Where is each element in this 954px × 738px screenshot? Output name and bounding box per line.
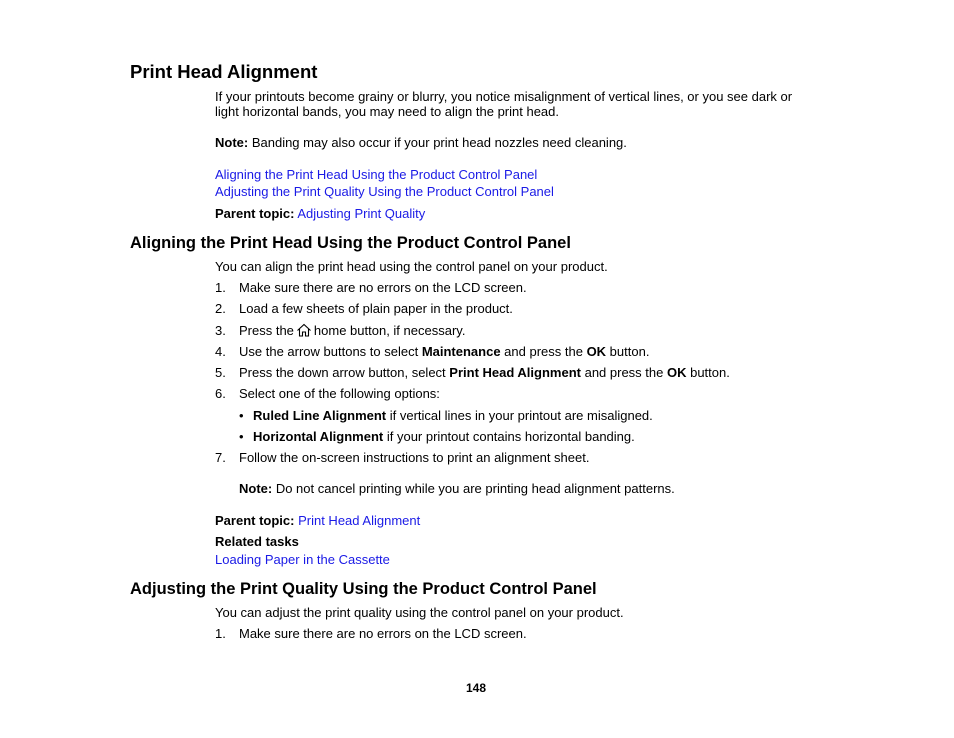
intro-line-2: light horizontal bands, you may need to align the print head. (215, 104, 560, 119)
step-number: 6. (215, 386, 226, 401)
step-text: Make sure there are no errors on the LCD screen. (239, 280, 527, 295)
step-text-pre: Press the (239, 323, 294, 338)
link-print-head-alignment[interactable]: Print Head Alignment (298, 513, 421, 528)
menu-maintenance: Maintenance (421, 344, 501, 359)
step-text (239, 344, 649, 360)
menu-print-head-alignment: Print Head Alignment (449, 365, 581, 380)
section-title-aligning: Aligning the Print Head Using the Product Control Panel (130, 234, 571, 252)
note-label: Note: (215, 135, 249, 150)
step-text: Load a few sheets of plain paper in the product. (239, 301, 513, 316)
note-text: Do not cancel printing while you are printing head alignment patterns. (272, 481, 675, 496)
related-tasks-label: Related tasks (215, 534, 299, 549)
note-label: Note: (239, 481, 273, 496)
step-text-pre: Use the arrow buttons to select (239, 344, 422, 359)
ok-label: OK (586, 344, 607, 359)
link-adjusting-print-quality[interactable]: Adjusting the Print Quality Using the Product Control Panel (215, 184, 554, 199)
option-horizontal: Horizontal Alignment (253, 429, 384, 444)
parent-topic-label: Parent topic: (215, 513, 295, 528)
step-text: Make sure there are no errors on the LCD screen. (239, 626, 527, 641)
step-text-post: button. (606, 344, 650, 359)
parent-topic-1 (215, 206, 425, 222)
parent-topic-2 (215, 513, 420, 529)
step-number: 4. (215, 344, 226, 359)
step-text (239, 365, 730, 381)
step-text-post: button. (686, 365, 730, 380)
bullet-mark: • (239, 429, 244, 444)
step-text: Follow the on-screen instructions to print an alignment sheet. (239, 450, 590, 465)
link-aligning-print-head[interactable]: Aligning the Print Head Using the Product Control Panel (215, 167, 538, 182)
option-desc: if your printout contains horizontal banding. (383, 429, 635, 444)
step-text-post: home button, if necessary. (313, 323, 466, 338)
parent-topic-label: Parent topic: (215, 206, 295, 221)
step-text-mid: and press the (500, 344, 587, 359)
note-text: Banding may also occur if your print head nozzles need cleaning. (248, 135, 627, 150)
step-text (239, 323, 465, 339)
note-cancel (239, 481, 675, 497)
step-number: 1. (215, 280, 226, 295)
step-number: 3. (215, 323, 226, 338)
section-intro-adjusting: You can adjust the print quality using the control panel on your product. (215, 605, 624, 620)
section-title-adjusting: Adjusting the Print Quality Using the Product Control Panel (130, 580, 597, 598)
bullet-mark: • (239, 408, 244, 423)
link-adjusting-print-quality-parent[interactable]: Adjusting Print Quality (297, 206, 426, 221)
option-ruled-line: Ruled Line Alignment (253, 408, 387, 423)
intro-line-1: If your printouts become grainy or blurry, you notice misalignment of vertical lines, or you see dark or (215, 89, 793, 104)
option-desc: if vertical lines in your printout are misaligned. (386, 408, 653, 423)
page-number: 148 (466, 681, 487, 695)
bullet-text (253, 408, 653, 424)
step-text: Select one of the following options: (239, 386, 440, 401)
step-number: 1. (215, 626, 226, 641)
step-text-mid: and press the (580, 365, 667, 380)
section-intro-aligning: You can align the print head using the control panel on your product. (215, 259, 608, 274)
home-icon (296, 323, 312, 337)
step-number: 5. (215, 365, 226, 380)
page-title: Print Head Alignment (130, 61, 318, 82)
step-number: 2. (215, 301, 226, 316)
link-loading-paper[interactable]: Loading Paper in the Cassette (215, 552, 390, 567)
note-banding (215, 135, 627, 151)
ok-label: OK (666, 365, 687, 380)
step-text-pre: Press the down arrow button, select (239, 365, 450, 380)
bullet-text (253, 429, 635, 445)
step-number: 7. (215, 450, 226, 465)
